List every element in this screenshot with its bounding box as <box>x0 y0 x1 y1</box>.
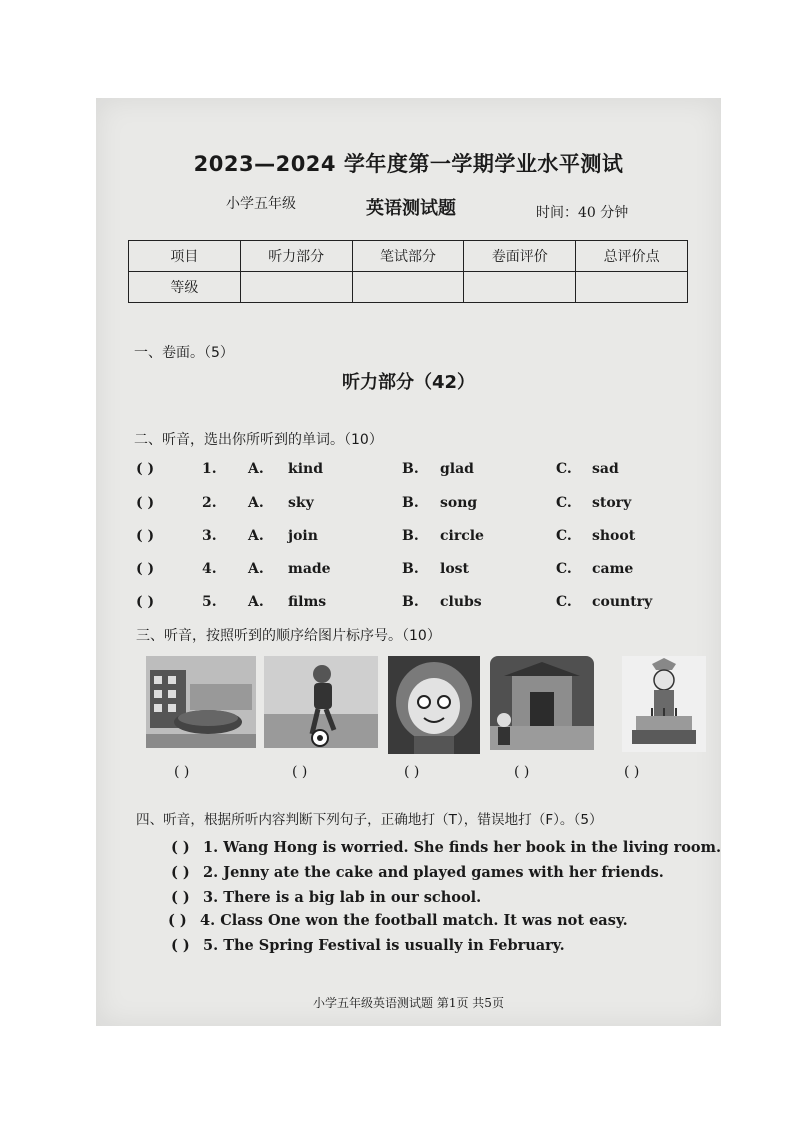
gate-picture <box>490 656 594 750</box>
option-b-label: B. <box>402 561 419 577</box>
option-c-label: C. <box>556 561 572 577</box>
page-footer: 小学五年级英语测试题 第1页 共5页 <box>313 996 504 1010</box>
grade-cell-writing[interactable] <box>352 272 464 303</box>
time-label: 时间：40 分钟 <box>536 205 629 221</box>
score-table-grade-row <box>129 272 688 303</box>
option-c: shoot <box>592 528 636 544</box>
question-number: 5. <box>203 937 219 954</box>
picture-2-answer[interactable]: ( ) <box>292 764 308 780</box>
option-a-label: A. <box>248 461 264 477</box>
question-number: 5. <box>202 594 217 610</box>
option-c-label: C. <box>556 461 572 477</box>
score-table <box>128 240 688 303</box>
choice-row-1 <box>136 461 696 485</box>
section-4-title: 四、听音，根据所听内容判断下列句子，正确地打（T），错误地打（F）。（5） <box>136 812 603 828</box>
option-a-label: A. <box>248 495 264 511</box>
answer-paren[interactable]: ( ) <box>171 937 190 954</box>
statement-text: There is a big lab in our school. <box>223 889 482 906</box>
option-b: lost <box>440 561 470 577</box>
question-number: 3. <box>202 528 217 544</box>
answer-paren[interactable]: ( ) <box>168 912 187 929</box>
picture-3-answer[interactable]: ( ) <box>404 764 420 780</box>
option-c-label: C. <box>556 594 572 610</box>
question-number: 2. <box>202 495 217 511</box>
exam-paper <box>96 98 721 1026</box>
subject-title: 英语测试题 <box>366 198 456 219</box>
exam-title: 2023—2024 学年度第一学期学业水平测试 <box>193 152 624 176</box>
answer-paren[interactable]: ( ) <box>171 864 190 881</box>
score-header-cell: 卷面评价 <box>464 241 576 272</box>
choice-row-3 <box>136 528 696 552</box>
section-2-title: 二、听音，选出你所听到的单词。（10） <box>134 432 383 448</box>
question-number: 1. <box>203 839 219 856</box>
grade-cell-neatness[interactable] <box>464 272 576 303</box>
question-number: 4. <box>200 912 216 929</box>
choice-row-5 <box>136 594 696 618</box>
option-b-label: B. <box>402 528 419 544</box>
grade-cell-listening[interactable] <box>240 272 352 303</box>
option-a: made <box>288 561 331 577</box>
option-c-label: C. <box>556 528 572 544</box>
section-1-title: 一、卷面。（5） <box>134 345 234 361</box>
question-number: 2. <box>203 864 219 881</box>
question-number: 3. <box>203 889 219 906</box>
score-header-cell: 总评价点 <box>576 241 688 272</box>
option-a: films <box>288 594 327 610</box>
section-3-title: 三、听音，按照听到的顺序给图片标序号。（10） <box>136 628 441 644</box>
option-c: country <box>592 594 653 610</box>
birthday-cake-picture <box>622 656 706 752</box>
option-a-label: A. <box>248 528 264 544</box>
judge-item-3 <box>171 889 481 906</box>
option-b-label: B. <box>402 495 419 511</box>
judge-item-1 <box>171 839 721 856</box>
picture-5-answer[interactable]: ( ) <box>624 764 640 780</box>
judge-item-4 <box>168 912 628 929</box>
option-a-label: A. <box>248 594 264 610</box>
listening-part-title: 听力部分（42） <box>341 372 476 393</box>
statement-text: Class One won the football match. It was not easy. <box>220 912 628 929</box>
judge-item-2 <box>171 864 664 881</box>
answer-paren[interactable]: ( ) <box>136 561 155 577</box>
football-boy-picture <box>264 656 378 748</box>
choice-row-2 <box>136 495 696 519</box>
building-picture <box>146 656 256 748</box>
score-header-cell: 听力部分 <box>240 241 352 272</box>
option-c-label: C. <box>556 495 572 511</box>
score-header-cell: 项目 <box>129 241 241 272</box>
girl-picture <box>388 656 480 754</box>
option-c: story <box>592 495 632 511</box>
option-a-label: A. <box>248 561 264 577</box>
picture-1-answer[interactable]: ( ) <box>174 764 190 780</box>
option-a: join <box>288 528 318 544</box>
answer-paren[interactable]: ( ) <box>171 839 190 856</box>
option-b-label: B. <box>402 461 419 477</box>
option-b: clubs <box>440 594 482 610</box>
choice-row-4 <box>136 561 696 585</box>
option-b: song <box>440 495 478 511</box>
answer-paren[interactable]: ( ) <box>136 594 155 610</box>
answer-paren[interactable]: ( ) <box>136 528 155 544</box>
question-number: 1. <box>202 461 217 477</box>
statement-text: The Spring Festival is usually in February. <box>223 937 565 954</box>
statement-text: Wang Hong is worried. She finds her book in the living room. <box>223 839 721 856</box>
option-b: circle <box>440 528 484 544</box>
option-a: sky <box>288 495 314 511</box>
statement-text: Jenny ate the cake and played games with her friends. <box>223 864 664 881</box>
grade-cell-total[interactable] <box>576 272 688 303</box>
option-a: kind <box>288 461 323 477</box>
answer-paren[interactable]: ( ) <box>136 461 155 477</box>
answer-paren[interactable]: ( ) <box>136 495 155 511</box>
picture-4-answer[interactable]: ( ) <box>514 764 530 780</box>
option-b: glad <box>440 461 474 477</box>
answer-paren[interactable]: ( ) <box>171 889 190 906</box>
option-b-label: B. <box>402 594 419 610</box>
score-header-cell: 笔试部分 <box>352 241 464 272</box>
option-c: came <box>592 561 634 577</box>
grade-row-label: 等级 <box>129 272 241 303</box>
question-number: 4. <box>202 561 217 577</box>
grade-label: 小学五年级 <box>226 196 296 212</box>
option-c: sad <box>592 461 619 477</box>
score-table-header-row <box>129 241 688 272</box>
judge-item-5 <box>171 937 565 954</box>
